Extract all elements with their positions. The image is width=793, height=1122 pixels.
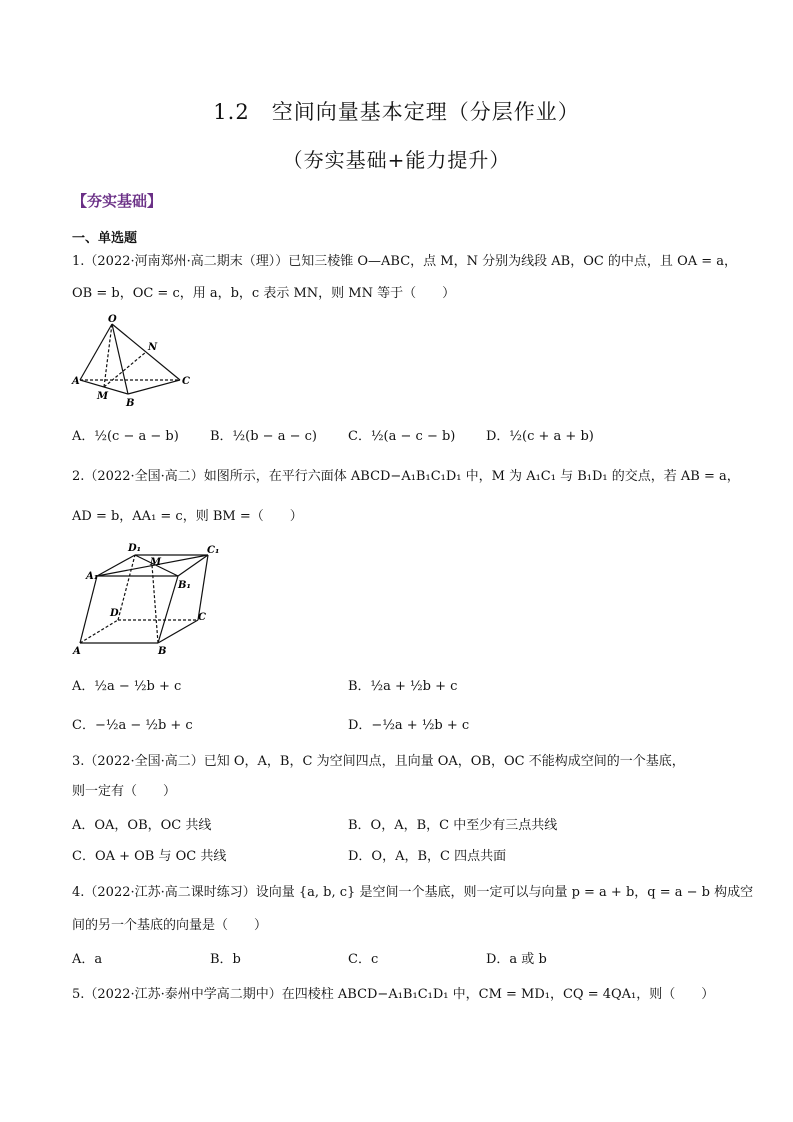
- fig2-label-b: B: [158, 646, 167, 657]
- question-3-option-d: D．O，A，B，C 四点共面: [348, 849, 507, 864]
- section-heading: 【夯实基础】: [72, 192, 163, 210]
- question-3-option-b: B．O，A，B，C 中至少有三点共线: [348, 818, 558, 833]
- edge-dd1: [118, 555, 135, 620]
- fig1-label-m: M: [97, 391, 109, 402]
- page-title: 1.2 空间向量基本定理（分层作业）: [213, 100, 580, 124]
- edge-oc: [112, 324, 180, 380]
- question-2-option-b: B．½a + ½b + c: [348, 679, 458, 694]
- question-2-option-c: C．−½a − ½b + c: [72, 718, 193, 733]
- question-4-line-2: 间的另一个基底的向量是（ ）: [72, 918, 268, 933]
- question-1-line-1: 1.（2022·河南郑州·高二期末（理））已知三棱锥 O—ABC，点 M，N 分别为线段 AB，OC 的中点，且 OA = a，: [72, 254, 738, 269]
- question-1-option-a: A．½(c − a − b): [72, 429, 179, 444]
- figure-parallelepiped: [70, 540, 230, 658]
- question-4-option-a: A．a: [72, 952, 103, 967]
- fig2-label-c1: C₁: [207, 545, 220, 556]
- question-4-line-1: 4.（2022·江苏·高二课时练习）设向量 {a, b, c} 是空间一个基底，则一定可以与向量 p = a + b，q = a − b 构成空: [72, 885, 754, 900]
- fig2-label-m: M: [150, 557, 162, 568]
- question-4-option-d: D．a 或 b: [486, 952, 547, 967]
- edge-bc: [128, 380, 180, 394]
- fig1-label-o: O: [108, 314, 117, 325]
- segment-bm: [152, 565, 158, 643]
- fig1-label-n: N: [148, 342, 158, 353]
- question-1-option-c: C．½(a − c − b): [348, 429, 456, 444]
- question-3-option-c: C．OA + OB 与 OC 共线: [72, 849, 227, 864]
- edge-cc1: [198, 555, 208, 620]
- fig2-label-a1: A₁: [86, 571, 99, 582]
- fig1-label-b: B: [126, 398, 135, 409]
- fig2-label-a: A: [73, 646, 81, 657]
- edge-oa: [80, 324, 112, 380]
- edge-ad: [80, 620, 118, 643]
- question-3-line-1: 3.（2022·全国·高二）已知 O，A，B，C 为空间四点，且向量 OA，OB，OC 不能构成空间的一个基底，: [72, 754, 685, 769]
- question-5-line-1: 5.（2022·江苏·泰州中学高二期中）在四棱柱 ABCD−A₁B₁C₁D₁ 中，CM = MD₁，CQ = 4QA₁，则（ ）: [72, 987, 715, 1002]
- fig2-label-c: C: [198, 612, 206, 623]
- question-4-option-c: C．c: [348, 952, 379, 967]
- question-3-option-a: A．OA，OB，OC 共线: [72, 818, 212, 833]
- question-1-option-b: B．½(b − a − c): [210, 429, 317, 444]
- question-2-option-d: D．−½a + ½b + c: [348, 718, 470, 733]
- fig1-label-c: C: [182, 376, 190, 387]
- question-4-option-b: B．b: [210, 952, 241, 967]
- segment-mo: [104, 324, 112, 387]
- question-3-line-2: 则一定有（ ）: [72, 784, 177, 799]
- fig1-label-a: A: [72, 376, 80, 387]
- question-2-line-2: AD = b，AA₁ = c，则 BM =（ ）: [72, 509, 303, 524]
- page-subtitle: （夯实基础+能力提升）: [282, 148, 511, 172]
- question-1-option-d: D．½(c + a + b): [486, 429, 594, 444]
- fig2-label-d1: D₁: [128, 543, 142, 554]
- question-1-line-2: OB = b，OC = c，用 a，b，c 表示 MN，则 MN 等于（ ）: [72, 286, 456, 301]
- fig2-label-d: D: [110, 608, 119, 619]
- figure-triangular-pyramid: [70, 312, 200, 412]
- question-2-line-1: 2.（2022·全国·高二）如图所示，在平行六面体 ABCD−A₁B₁C₁D₁ 中，M 为 A₁C₁ 与 B₁D₁ 的交点，若 AB = a，: [72, 469, 740, 484]
- subsection-heading: 一、单选题: [72, 231, 138, 246]
- fig2-label-b1: B₁: [178, 580, 191, 591]
- edge-aa1: [80, 576, 97, 643]
- question-2-option-a: A．½a − ½b + c: [72, 679, 182, 694]
